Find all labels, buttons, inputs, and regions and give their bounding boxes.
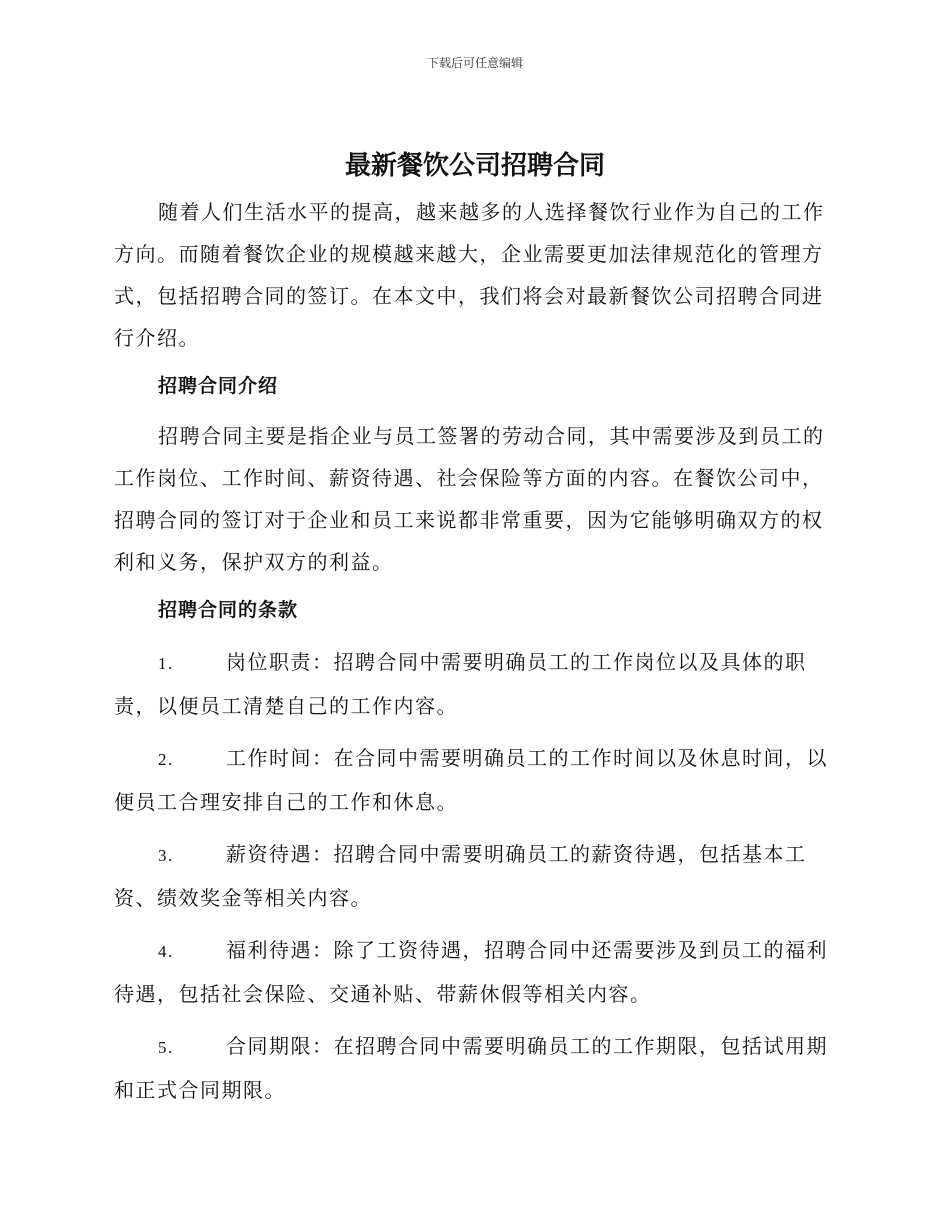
list-item-number: 3. [158, 846, 174, 865]
list-item [114, 929, 832, 1015]
list-item-text: 岗位职责：招聘合同中需要明确员工的工作岗位以及具体的职责，以便员工清楚自己的工作内容。 [114, 650, 807, 718]
list-item-number: 2. [158, 750, 174, 769]
list-item-number: 5. [158, 1038, 174, 1057]
page-title: 最新餐饮公司招聘合同 [344, 151, 605, 181]
terms-list [114, 641, 832, 1111]
section-paragraph-intro: 招聘合同主要是指企业与员工签署的劳动合同，其中需要涉及到员工的工作岗位、工作时间、薪资待遇、社会保险等方面的内容。在餐饮公司中，招聘合同的签订对于企业和员工来说都非常重要，因为它能够明确双方的权利和义务，保护双方的利益。 [114, 424, 825, 574]
list-item [114, 641, 832, 727]
list-item-text: 工作时间：在合同中需要明确员工的工作时间以及休息时间，以便员工合理安排自己的工作和休息。 [114, 746, 828, 814]
section-heading-terms: 招聘合同的条款 [158, 599, 299, 621]
list-item [114, 1025, 832, 1111]
list-item [114, 833, 832, 919]
list-item-text: 合同期限：在招聘合同中需要明确员工的工作期限，包括试用期和正式合同期限。 [114, 1034, 828, 1102]
section-heading-intro: 招聘合同介绍 [158, 375, 279, 397]
list-item-text: 福利待遇：除了工资待遇，招聘合同中还需要涉及到员工的福利待遇，包括社会保险、交通补贴、带薪休假等相关内容。 [114, 938, 828, 1006]
list-item-text: 薪资待遇：招聘合同中需要明确员工的薪资待遇，包括基本工资、绩效奖金等相关内容。 [114, 842, 807, 910]
intro-paragraph: 随着人们生活水平的提高，越来越多的人选择餐饮行业作为自己的工作方向。而随着餐饮企业的规模越来越大，企业需要更加法律规范化的管理方式，包括招聘合同的签订。在本文中，我们将会对最新餐饮公司招聘合同进行介绍。 [114, 200, 825, 350]
document-body [114, 191, 832, 1111]
list-item-number: 1. [158, 654, 174, 673]
list-item [114, 737, 832, 823]
header-note: 下载后可任意编辑 [426, 56, 523, 70]
list-item-number: 4. [158, 942, 174, 961]
